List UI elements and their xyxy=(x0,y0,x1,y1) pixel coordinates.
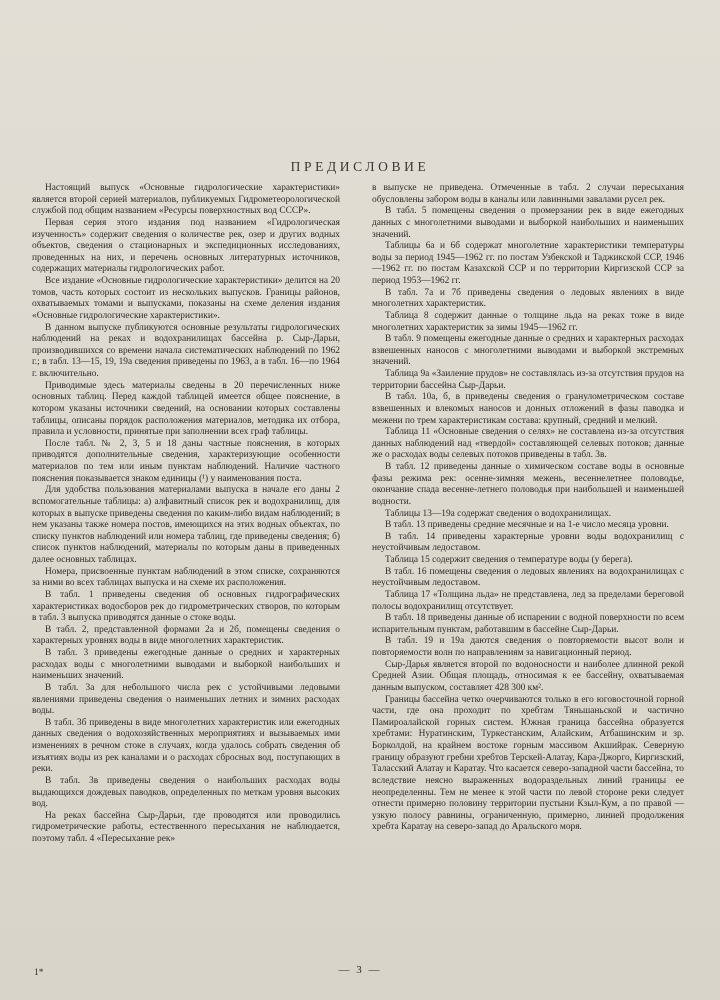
paragraph: Таблица 15 содержит сведения о температуре воды (у берега). xyxy=(385,555,633,565)
paragraph: Границы бассейна четко очерчиваются только в его юговосточной горной части, где она проходит по хребтам Тяньшаньской и частично Памироалайской горных систем. Южная граница бассейна образуется хребтами: Нуратинским, Туркестанским, Алайским, Атбашинским и зр. Борколдой, на крайнем востоке горным массивом Акшийрак. Северную границу образуют гребни хребтов Терскей-Алатау, Кара-Джорго, Киргизский, Таласский Алатау и Каратау. Что касается северо-западной части бассейна, то вследствие неясно выраженных водораздельных линий границы ее неопределенны. Тем не менее к этой части по левой стороне реки следует отнести примерно половину территории пустыни Кзыл-Кум, а по правой — узкую полосу равнины, ограниченную, примерно, линией продолжения хребта Каратау на северо-запад до Аральского моря. xyxy=(372,694,684,833)
paragraph: Номера, присвоенные пунктам наблюдений в этом списке, сохраняются за ними во всех таблицах выпуска и на схеме их расположения. xyxy=(32,566,340,589)
signature-mark: 1* xyxy=(34,968,44,978)
paragraph: Таблица 8 содержит данные о толщине льда на реках тоже в виде многолетних характеристик за зимы 1945—1962 гг. xyxy=(372,310,684,333)
paragraph: В табл. 3б приведены в виде многолетних характеристик или ежегодных данных сведения о водохозяйственных мероприятиях и вызываемых ими изменениях в речном стоке в случаях, когда удалось собрать сведения об изъятиях воды из рек каналами и о расходах сбросных вод, поступающих в реки. xyxy=(32,717,340,775)
paragraph: В данном выпуске публикуются основные результаты гидрологических наблюдений на реках и водохранилищах бассейна р. Сыр-Дарьи, производившихся со времени начала систематических наблюдений по 1962 г.; в табл. 13—15, 19, 19а сведения приведены по 1963, а в табл. 16—по 1964 г. включительно. xyxy=(32,322,340,379)
paragraph: В табл. 3в приведены сведения о наибольших расходах воды выдающихся дождевых паводков, определенных по меткам уровня высоких вод. xyxy=(32,775,340,810)
left-column xyxy=(32,183,340,846)
page-title: ПРЕДИСЛОВИЕ xyxy=(290,159,430,174)
paragraph: Таблица 17 «Толщина льда» не представлена, лед за пределами береговой полосы водохранилищ отсутствует. xyxy=(372,589,684,612)
paragraph: В табл. 9 помещены ежегодные данные о средних и характерных расходах взвешенных наносов с многолетними выводами и выборкой экстремных значений. xyxy=(372,334,684,368)
paragraph: Таблицы 13—19а содержат сведения о водохранилищах. xyxy=(385,508,612,519)
paragraph: В табл. 2, представленной формами 2а и 2б, помещены сведения о характерных уровнях воды в виде многолетних характеристик. xyxy=(32,624,340,647)
paragraph: В табл. 10а, б, в приведены сведения о гранулометрическом составе взвешенных и влекомых наносов и донных отложений в фазы паводка и межени по трем характеристикам состава: крупный, средний и мелкий. xyxy=(372,392,684,426)
paragraph-continuation: в выпуске не приведена. Отмеченные в табл. 2 случаи пересыхания обусловлены забором воды в каналы или лавинными завалами русел рек. xyxy=(372,183,684,205)
page-number: — 3 — xyxy=(338,964,382,976)
paragraph: Первая серия этого издания под названием «Гидрологическая изученность» содержит сведения о количестве рек, озер и других водных объектов, сведения о стационарных и экспедиционных исследованиях, проведенных на них, и перечень основных литературных источников, содержащих материалы гидрологических работ. xyxy=(32,217,340,275)
paragraph: В табл. 18 приведены данные об испарении с водной поверхности по всем испарительным пунктам, работавшим в бассейне Сыр-Дарьи. xyxy=(372,613,684,635)
paragraph: В табл. 3 приведены ежегодные данные о средних и характерных расходах воды с многолетними выводами и выборкой наибольших и наименьших значений. xyxy=(32,648,340,682)
paragraph: Все издание «Основные гидрологические характеристики» делится на 20 томов, часть которых состоит из нескольких выпусков. Границы районов, охватываемых томами и выпусками, показаны на схеме деления издания «Основные гидрологические характеристики». xyxy=(32,276,340,321)
paragraph: В табл. 13 приведены средние месячные и на 1-е число месяца уровни. xyxy=(385,520,669,531)
paragraph: Приводимые здесь материалы сведены в 20 перечисленных ниже основных таблиц. Перед каждой таблицей имеется общее пояснение, в котором указаны источники сведений, на основании которых составлены таблицы, описаны порядок расположения материалов, методика их отбора, правила и условности, принятые при заполнении всех граф таблицы. xyxy=(32,380,340,438)
paragraph: Настоящий выпуск «Основные гидрологические характеристики» является второй серией материалов, публикуемых Гидрометеорологической службой под общим названием «Ресурсы поверхностных вод СССР». xyxy=(32,183,340,217)
paragraph: Сыр-Дарья является второй по водоносности и наиболее длинной рекой Средней Азии. Общая площадь, относимая к ее бассейну, охватываемая данным выпуском, составляет 428 300 км². xyxy=(372,659,684,693)
paragraph: Таблица 9а «Заиление прудов» не составлялась из-за отсутствия прудов на территории бассейна Сыр-Дарьи. xyxy=(372,369,684,391)
paragraph: После табл. № 2, 3, 5 и 18 даны частные пояснения, в которых приводятся дополнительные сведения, характеризующие особенности материалов по тем или иным пунктам наблюдений. Наличие частного пояснения показывается знаком единицы (¹) у наименования поста. xyxy=(32,438,340,484)
paragraph: В табл. 7а и 7б приведены сведения о ледовых явлениях в виде многолетних характеристик. xyxy=(372,287,684,310)
paragraph: Таблица 11 «Основные сведения о селях» не составлена из-за отсутствия данных наблюдений над «твердой» составляющей селевых потоков; данные же о расходах воды селевых потоков приведены в табл. 3в. xyxy=(372,427,684,461)
paragraph: В табл. 12 приведены данные о химическом составе воды в основные фазы режима рек: осенне-зимняя межень, весеннелетнее половодье, окончание спада весенне-летнего половодья при наибольшей и наименьшей водности. xyxy=(372,462,684,507)
paragraph: В табл. 5 помещены сведения о промерзании рек в виде ежегодных данных с многолетними выводами и выборкой наибольших и наименьших значений. xyxy=(372,206,684,240)
paragraph: В табл. 1 приведены сведения об основных гидрографических характеристиках водосборов рек до гидрометрических створов, по которым в табл. 3 выпуска приводятся данные о стоке воды. xyxy=(32,589,340,624)
paragraph: Таблицы 6а и 6б содержат многолетние характеристики температуры воды за период 1945—1962 гг. по постам Узбекской и Таджикской ССР, 1946—1962 гг. по постам Казахской ССР и по территории Киргизской ССР за период 1953—1962 гг. xyxy=(372,241,684,286)
right-column xyxy=(372,183,684,834)
paragraph: Для удобства пользования материалами выпуска в начале его даны 2 вспомогательные таблицы: а) алфавитный список рек и водохранилищ, для которых в выпуске приведены сведения по каким-либо видам наблюдений; в нем указаны также номера постов, имеющихся на этих водных объектах, по списку пунктов наблюдений или номера таблиц, где приведены сведения; б) список пунктов наблюдений, материалы по которым даны в приведенных далее основных таблицах. xyxy=(32,485,340,565)
paragraph: В табл. 16 помещены сведения о ледовых явлениях на водохранилищах с неустойчивым ледоставом. xyxy=(372,566,684,589)
paragraph: На реках бассейна Сыр-Дарьи, где проводятся или проводились гидрометрические работы, естественного пересыхания не наблюдается, поэтому табл. 4 «Пересыхание рек» xyxy=(32,810,340,844)
paragraph: В табл. 3а для небольшого числа рек с устойчивыми ледовыми явлениями приведены сведения о наименьших летних и зимних расходах воды. xyxy=(32,682,340,717)
paragraph: В табл. 19 и 19а даются сведения о повторяемости высот волн и повторяемости волн по направлениям за навигационный период. xyxy=(372,636,684,658)
paragraph: В табл. 14 приведены характерные уровни воды водохранилищ с неустойчивым ледоставом. xyxy=(372,531,684,554)
